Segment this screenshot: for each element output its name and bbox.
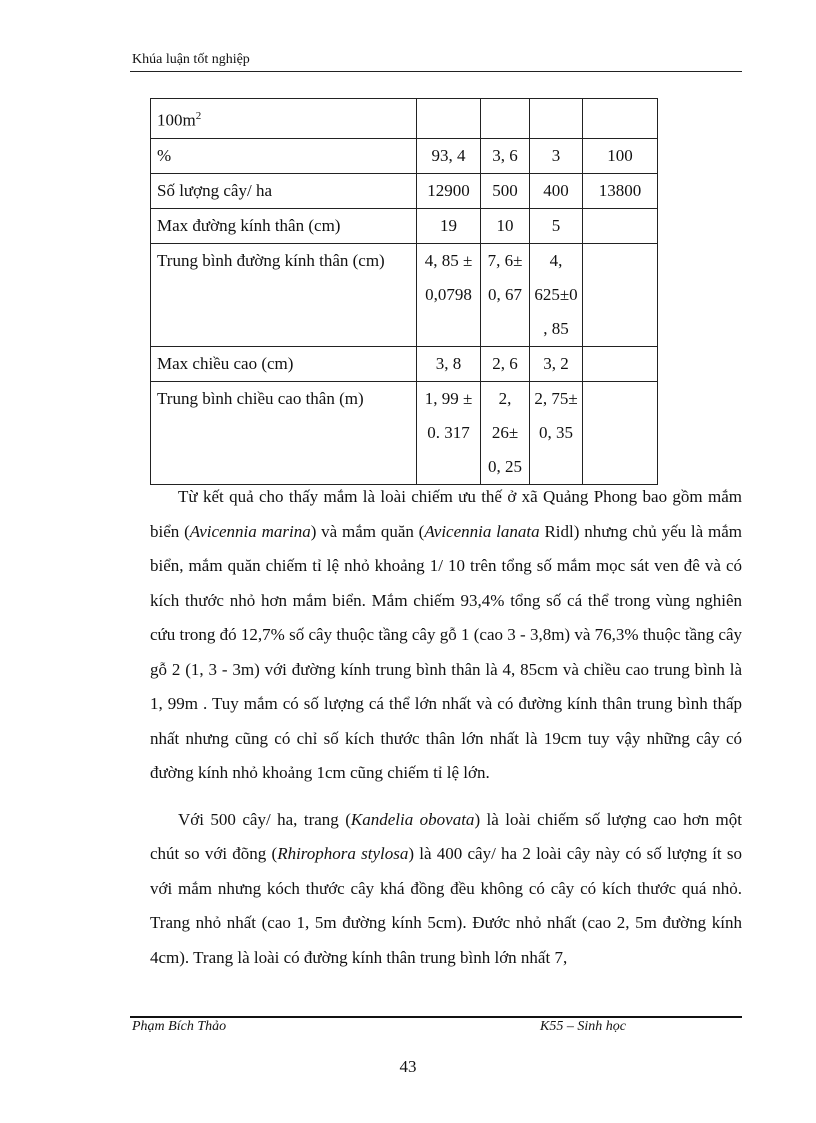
body-text [150,480,742,975]
paragraph-1 [150,480,742,791]
table-row [151,208,658,243]
table-row [151,173,658,208]
paragraph-1-part-3: Ridl) nhưng chủ yếu là mắm biển, mắm quăn chiếm tỉ lệ nhỏ khoảng 1/ 10 trên tổng số mắm mọc sát ven đê và có kích thước nhỏ hơn mắm biển. Mắm chiếm 93,4% tổng số cá thể trong vùng nghiên cứu trong đó 12,7% số cây thuộc tầng cây gỗ 1 (cao 3 - 3,8m) và 76,3% thuộc tầng cây gỗ 2 (1, 3 - 3m) với đường kính trung bình thân là 4, 85cm và chiều cao trung bình là 1, 99m . Tuy mắm có số lượng cá thể lớn nhất và có đường kính thân trung bình thấp nhất nhưng cũng có chỉ số kích thước thân lớn nhất là 19cm tuy vậy những cây có đường kính nhỏ khoảng 1cm cũng chiếm tỉ lệ lớn. [150,521,742,782]
species-name: Rhirophora stylosa [277,844,409,863]
table-cell [530,99,583,139]
paragraph-2-part-2: ) là loài chiếm số lượng cao hơn một chút so với đõng ( [150,809,742,863]
table-cell: 2, 26± 0, 25 [481,381,530,484]
paragraph-2-part-3: ) là 400 cây/ ha 2 loài cây này có số lượng ít so với mắm nhưng kóch thước cây khá đồng đều không có cây có kích thước quá nhỏ. Trang nhỏ nhất (cao 1, 5m đường kính 5cm). Đước nhỏ nhất (cao 2, 5m đường kính 4cm). Trang là loài có đường kính thân trung bình lớn nhất 7, [150,844,742,967]
table-cell: 3, 2 [530,346,583,381]
table-cell: 12900 [417,173,481,208]
row-label: Trung bình đường kính thân (cm) [151,243,417,346]
table-cell [583,99,658,139]
table-cell: 3, 8 [417,346,481,381]
header-rule [130,71,742,72]
footer-rule [130,1016,742,1018]
table-cell: 400 [530,173,583,208]
table-cell: 1, 99 ± 0. 317 [417,381,481,484]
table-cell: 13800 [583,173,658,208]
table-cell: 19 [417,208,481,243]
footer-author: Phạm Bích Thảo [132,1019,227,1034]
species-name: Avicennia lanata [424,521,540,541]
row-label: $100m^2$ [151,99,417,139]
row-label: Trung bình chiều cao thân (m) [151,381,417,484]
running-header: Khúa luận tốt nghiệp [132,52,250,67]
paragraph-1-part-2: ) và mắm quăn ( [310,521,425,541]
table-cell: 2, 75± 0, 35 [530,381,583,484]
table-cell: 500 [481,173,530,208]
table-cell: 7, 6± 0, 67 [481,243,530,346]
row-label: % [151,138,417,173]
paragraph-2 [150,803,742,976]
row-label: Số lượng cây/ ha [151,173,417,208]
table-cell: 3 [530,138,583,173]
table-row [151,381,658,484]
species-name: Kandelia obovata [350,809,475,829]
table-cell [583,346,658,381]
table-cell: 10 [481,208,530,243]
table-cell: 4, 85 ± 0,0798 [417,243,481,346]
table-cell: 3, 6 [481,138,530,173]
table-cell: 4, 625±0 , 85 [530,243,583,346]
table-row [151,346,658,381]
table-cell: 93, 4 [417,138,481,173]
table-row [151,138,658,173]
table-row [151,243,658,346]
paragraph-2-part-1: Với 500 cây/ ha, trang ( [178,809,351,829]
table-cell [583,208,658,243]
footer-class: K55 – Sinh học [540,1019,626,1034]
table-cell [481,99,530,139]
table-cell: 5 [530,208,583,243]
table-cell [583,243,658,346]
table-cell: 100 [583,138,658,173]
page-number: 43 [399,1057,417,1076]
paragraph-1-part-1: Từ kết quả cho thấy mắm là loài chiếm ưu thế ở xã Quảng Phong bao gồm mắm biển ( [150,487,742,541]
row-label: Max đường kính thân (cm) [151,208,417,243]
data-table [150,98,658,485]
table-cell [417,99,481,139]
row-label: Max chiều cao (cm) [151,346,417,381]
species-name: Avicennia marina [189,521,311,541]
table-row [151,99,658,139]
table-cell [583,381,658,484]
table-cell: 2, 6 [481,346,530,381]
